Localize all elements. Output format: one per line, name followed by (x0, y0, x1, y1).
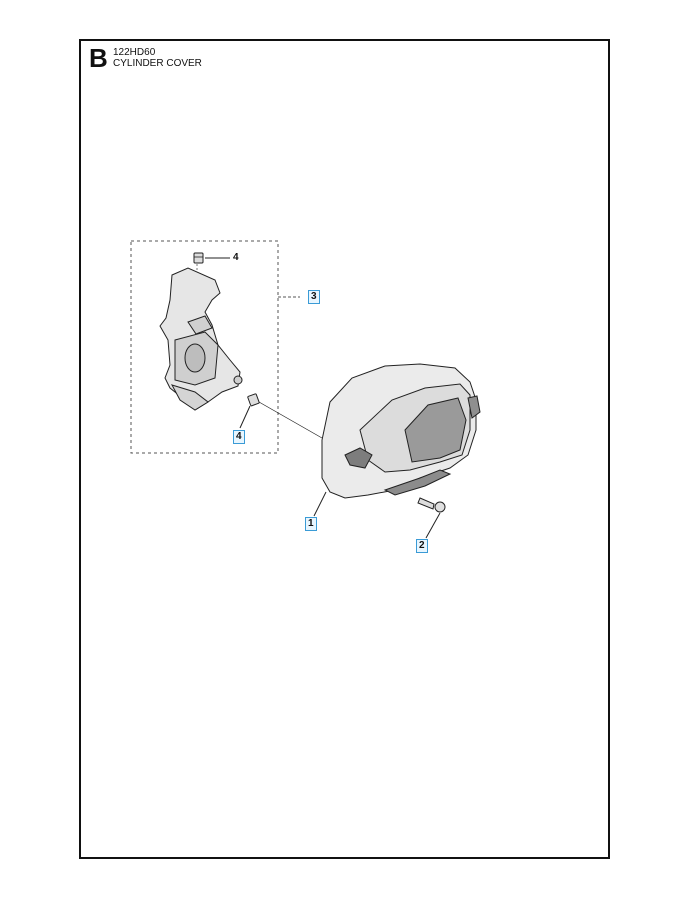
cylinder-cover-part (322, 364, 480, 498)
bracket-part (160, 268, 242, 410)
callout-1: 1 (305, 517, 317, 531)
section-letter: B (89, 43, 108, 73)
nut-top-part (194, 253, 203, 263)
page-title: CYLINDER COVER (113, 58, 202, 69)
leader-4-bottom (240, 406, 250, 428)
leader-2 (426, 513, 440, 538)
nut-bottom-part (248, 394, 260, 406)
callout-4-top: 4 (233, 252, 239, 263)
leader-1 (314, 492, 326, 516)
assembly-line-nut-cover (259, 402, 322, 438)
callout-3: 3 (308, 290, 320, 304)
callout-2: 2 (416, 539, 428, 553)
callout-4-bottom: 4 (233, 430, 245, 444)
model-number: 122HD60 (113, 47, 156, 58)
screw-part (418, 498, 445, 512)
